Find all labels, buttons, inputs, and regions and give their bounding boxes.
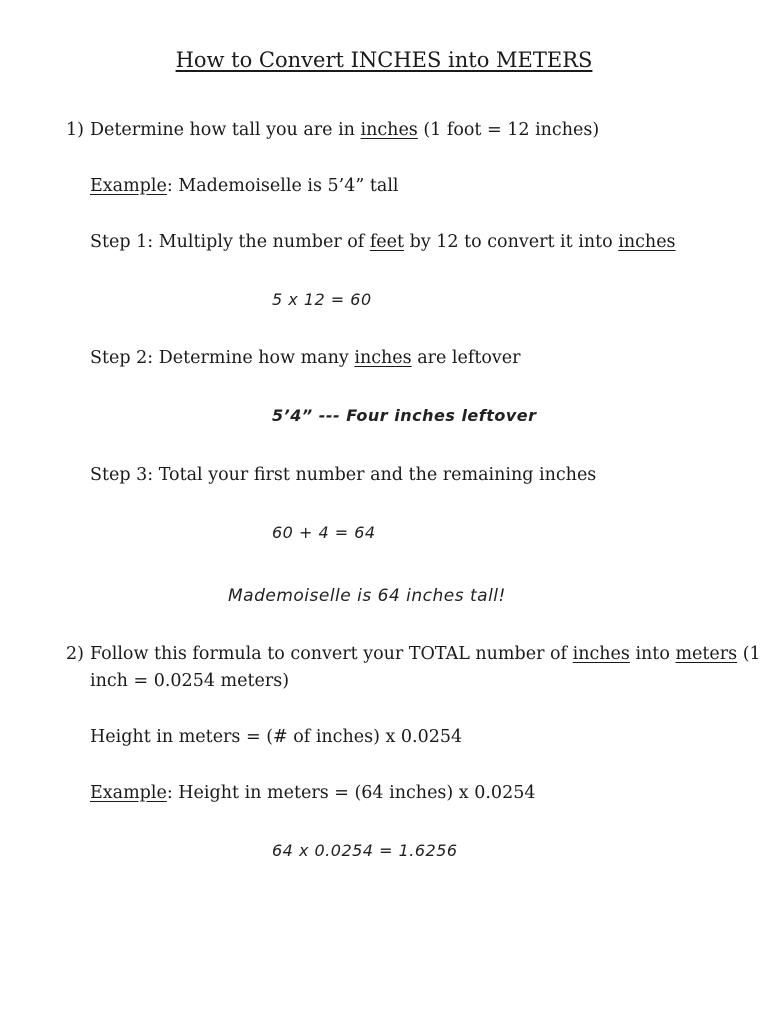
- formula-line: Height in meters = (# of inches) x 0.0254: [90, 727, 463, 747]
- calc-meters: 64 x 0.0254 = 1.6256: [272, 841, 458, 860]
- calc-step-2: 5’4” --- Four inches leftover: [272, 406, 537, 425]
- step-1-feet-underlined: feet: [369, 232, 405, 252]
- example-label: Example: [90, 176, 167, 196]
- s2-inches-underlined: inches: [572, 644, 630, 664]
- s2-text-c: (1: [737, 644, 761, 664]
- section-2-line-1: [90, 644, 761, 664]
- section-1-example: [90, 176, 399, 196]
- calc-step-1: 5 x 12 = 60: [272, 290, 372, 309]
- section-2-example: [90, 783, 535, 803]
- example-text: : Mademoiselle is 5’4” tall: [166, 176, 399, 196]
- step-3: Step 3: Total your first number and the remaining inches: [90, 465, 597, 485]
- step-2-text-b: are leftover: [411, 348, 521, 368]
- intro-text-a: Determine how tall you are in: [90, 120, 361, 140]
- result-statement: Mademoiselle is 64 inches tall!: [228, 586, 506, 606]
- s2-example-text: : Height in meters = (64 inches) x 0.0254: [166, 783, 536, 803]
- step-2-inches-underlined: inches: [354, 348, 412, 368]
- calc-step-3: 60 + 4 = 64: [272, 523, 376, 542]
- step-1-inches-underlined: inches: [618, 232, 676, 252]
- section-2-number: 2): [66, 644, 84, 664]
- s2-example-label: Example: [90, 783, 167, 803]
- page-title: How to Convert INCHES into METERS: [175, 48, 593, 72]
- step-1-text-a: Step 1: Multiply the number of: [90, 232, 370, 252]
- step-1: [90, 232, 676, 252]
- s2-meters-underlined: meters: [675, 644, 738, 664]
- intro-inches-underlined: inches: [360, 120, 418, 140]
- step-2-text-a: Step 2: Determine how many: [90, 348, 355, 368]
- s2-text-b: into: [629, 644, 676, 664]
- section-1-number: 1): [66, 120, 84, 140]
- section-1-intro: [90, 120, 599, 140]
- s2-text-a: Follow this formula to convert your TOTAL number of: [90, 644, 573, 664]
- intro-text-b: (1 foot = 12 inches): [417, 120, 600, 140]
- section-2-line-2: inch = 0.0254 meters): [90, 671, 290, 691]
- step-2: [90, 348, 521, 368]
- step-1-text-b: by 12 to convert it into: [404, 232, 619, 252]
